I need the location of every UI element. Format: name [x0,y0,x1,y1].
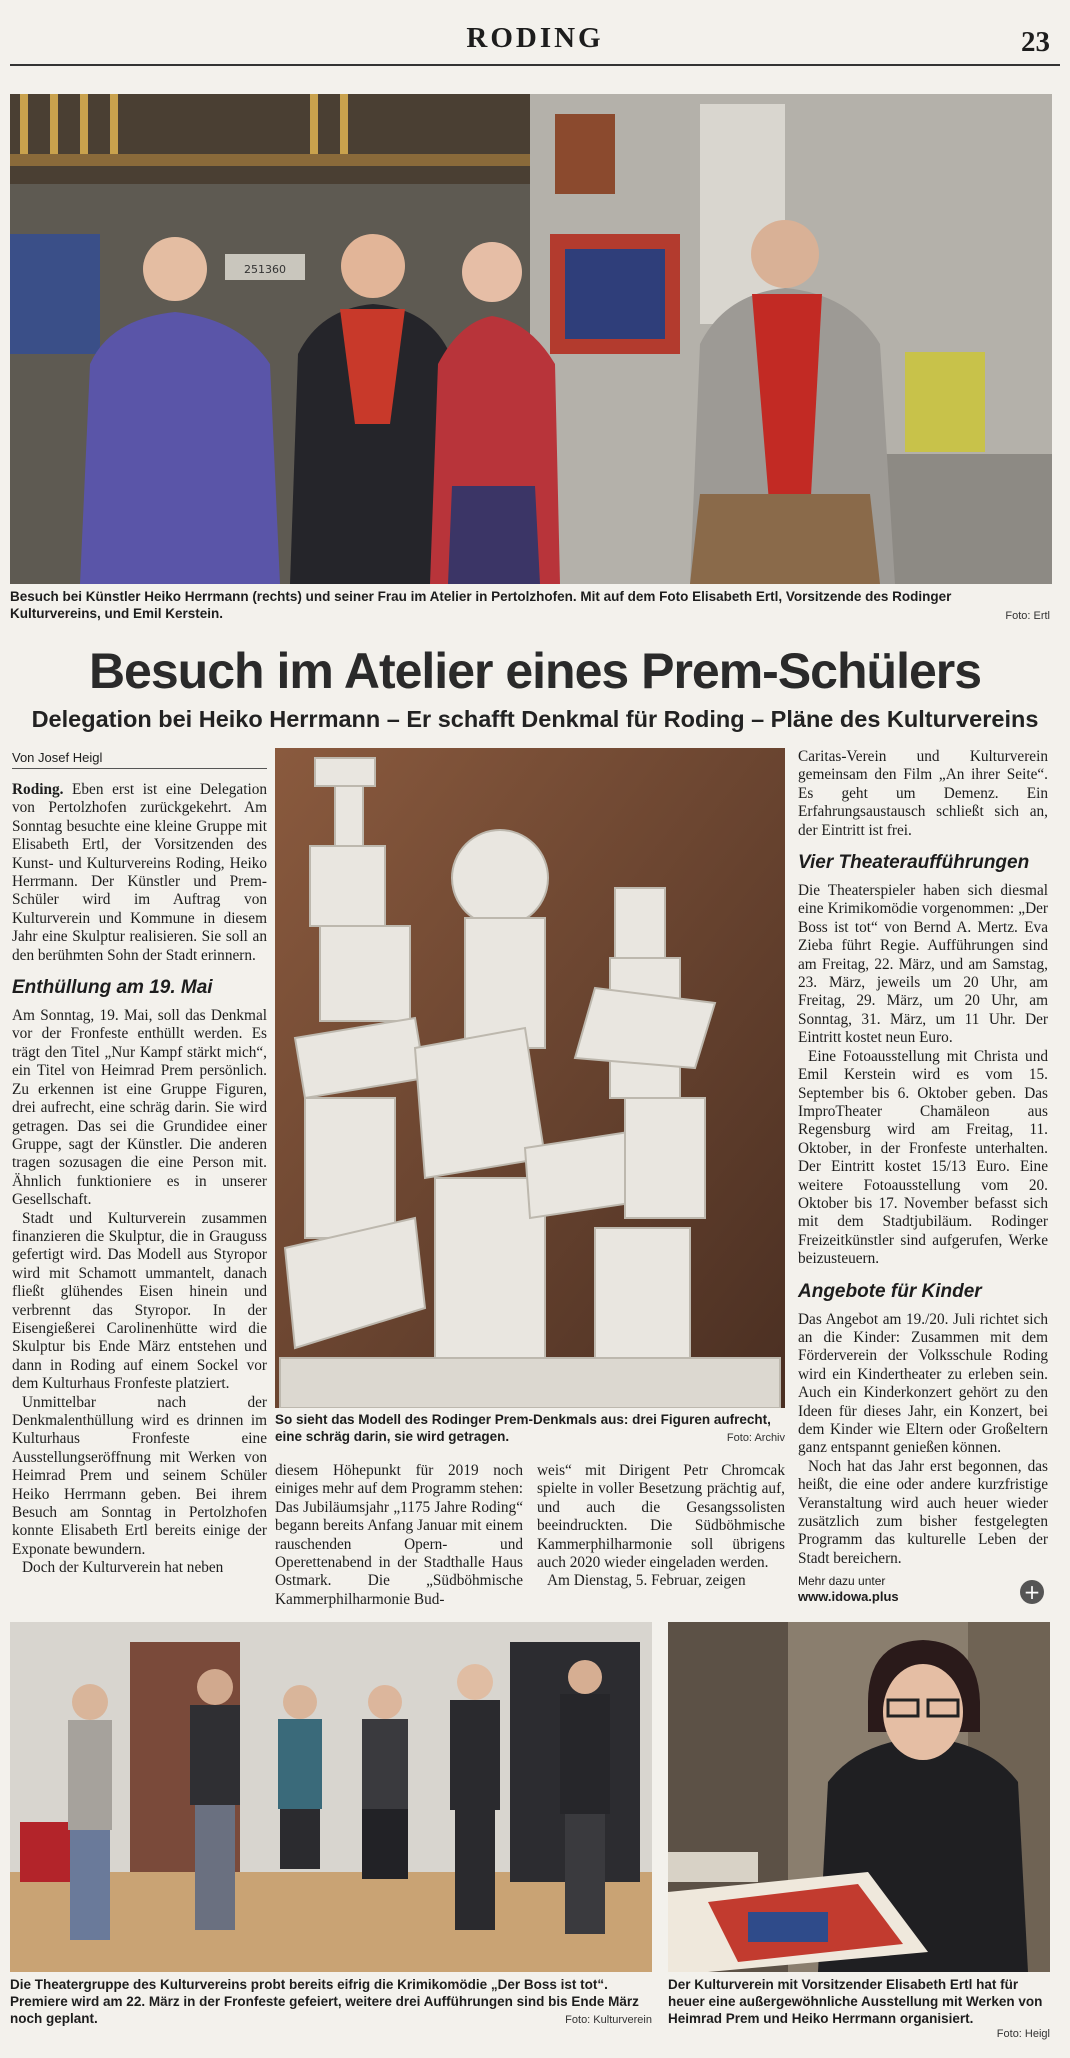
col4-paragraph-3: Eine Fotoausstellung mit Christa und Emil Kerstein wird es vom 15. September bis 6. Oktober geben. Das ImproTheater Chamäleon aus Regensburg wird am Freitag, 11. Oktober, in der Fronfeste unterhalten. Der Eintritt kostet 15/13 Euro. Eine weitere Fotoausstellung vom 20. Oktober bis 17. November befasst sich mit dem Stadtjubiläum. Rodinger Freizeitkünstler sind aufgerufen, Werke beizusteuern. [798,1047,1048,1268]
theater-photo-caption: Die Theatergruppe des Kulturvereins probt bereits eifrig die Krimikomödie „Der Boss ist tot“. Premiere wird am 22. März in der Fronfeste gefeiert, weitere drei Aufführungen sind bis Ende März noch geplant. [10,1977,639,2026]
more-info [798,1574,998,1605]
header-rule [10,64,1060,66]
ertl-photo-credit: Foto: Heigl [996,2028,1050,2040]
theater-photo-credit: Foto: Kulturverein [565,2014,652,2026]
sculpture-photo [275,748,785,1408]
col2-paragraph: diesem Höhepunkt für 2019 noch einiges mehr auf dem Programm stehen: Das Jubiläumsjahr „1175 Jahre Roding“ begann bereits Anfang Januar mit einem rauschenden Opern- und Operettenabend in der Stadthalle Haus Ostmark. Die „Südböhmische Kammerphilharmonie Bud- [275,1462,523,1608]
col1-paragraph-4: Unmittelbar nach der Denkmalenthüllung wird es drinnen im Kulturhaus Fronfeste eine Ausstellungseröffnung mit Werken von Heimrad Prem und seinem Schüler Heiko Herrmann geben. Bei ihrem Besuch am Sonntag in Pertolzhofen konnte Elisabeth Ertl bereits einige der Exponate bewundern. [12,1393,267,1558]
column-4 [798,748,1048,1568]
col4-paragraph-2: Die Theaterspieler haben sich diesmal eine Krimikomödie vorgenommen: „Der Boss ist tot“ von Bernd A. Mertz. Eva Zieba führt Regie. Aufführungen sind am Freitag, 22. März, und am Samstag, 23. März, jeweils um 20 Uhr, am Freitag, 29. März, um 20 Uhr, am Sonntag, 31. März, um 11 Uhr. Der Eintritt kostet neun Euro. [798,882,1048,1047]
column-1 [12,781,267,1578]
subheading-theater: Vier Theateraufführungen [798,852,1030,874]
column-3 [537,1462,785,1591]
page-number: 23 [1021,26,1050,58]
sculpture-photo-caption: So sieht das Modell des Rodinger Prem-Denkmals aus: drei Figuren aufrecht, eine schräg darin, sie wird getragen. [275,1412,771,1444]
col4-paragraph-5: Noch hat das Jahr erst begonnen, das heißt, die eine oder andere kurzfristige Veranstaltung wird auch heuer wieder zusätzlich zum bisher festgelegten Programm das kulturelle Leben der Stadt bereichern. [798,1457,1048,1567]
article-subheadline: Delegation bei Heiko Herrmann – Er schafft Denkmal für Roding – Pläne des Kulturvereins [31,706,1039,732]
subheading-enthuellung: Enthüllung am 19. Mai [12,977,213,999]
top-photo [10,94,1052,584]
theater-photo [10,1622,652,1972]
more-info-label: Mehr dazu unter [798,1574,886,1588]
byline: Von Josef Heigl [12,750,267,769]
sculpture-photo-credit: Foto: Archiv [726,1432,785,1444]
col4-paragraph-4: Das Angebot am 19./20. Juli richtet sich an die Kinder: Zusammen mit dem Förderverein der Volksschule Roding wird ein Kindertheater zu erleben sein. Auch ein Kinderkonzert gehört zu den Ideen für dieses Jahr, ein Konzert, bei dem Kinder wie Eltern oder Großeltern ganz entspannt genießen können. [798,1310,1048,1457]
plus-icon[interactable]: + [1020,1580,1044,1604]
col3-paragraph-2: Am Dienstag, 5. Februar, zeigen [547,1572,746,1590]
ertl-photo-caption: Der Kulturverein mit Vorsitzender Elisabeth Ertl hat für heuer eine außergewöhnliche Ausstellung mit Werken von Heimrad Prem und Heiko Herrmann organisiert. [668,1977,1043,2026]
col3-paragraph-1: weis“ mit Dirigent Petr Chromcak spielte in voller Besetzung prächtig auf, und auch die Gesangssolisten beeindruckten. Die Südböhmische Kammerphilharmonie soll übrigens auch 2020 wieder eingeladen werden. [537,1462,785,1572]
ertl-photo [668,1622,1050,1972]
article-headline: Besuch im Atelier eines Prem-Schülers [88,643,982,699]
col4-paragraph-1: Caritas-Verein und Kulturverein gemeinsam den Film „An ihrer Seite“. Es geht um Demenz. Ein Erfahrungsaustausch schließt sich an, der Eintritt ist frei. [798,748,1048,839]
col1-paragraph-3: Stadt und Kulturverein zusammen finanzieren die Skulptur, die in Grauguss gefertigt wird. Das Modell aus Styropor wird mit Schamott ummantelt, danach fließt glühendes Eisen hinein und verbrennt das Styropor. In der Eisengießerei Carolinenhütte wird die Skulptur bis Ende März entstehen und dann in Roding auf einem Sockel vor dem Kulturhaus Fronfeste platziert. [12,1209,267,1393]
col1-paragraph-1: Eben erst ist eine Delegation von Pertolzhofen zurückgekehrt. Am Sonntag besuchte eine kleine Gruppe mit Elisabeth Ertl, der Vorsitzenden des Kunst- und Kulturvereins Roding, Heiko Herrmann. Der Künstler und Prem-Schüler wird im Auftrag von Kulturverein und Kommune in diesem Jahr eine Skulptur realisieren. Sie soll an den berühmten Sohn der Stadt erinnern. [12,781,268,964]
subheading-kinder: Angebote für Kinder [798,1280,982,1302]
col1-paragraph-5: Doch der Kulturverein hat neben [22,1559,224,1577]
more-info-link[interactable]: www.idowa.plus [798,1589,899,1604]
dateline: Roding. [12,781,64,798]
section-title: RODING [466,22,604,54]
sign-number: 251360 [244,263,286,276]
top-photo-caption: Besuch bei Künstler Heiko Herrmann (rechts) und seiner Frau im Atelier in Pertolzhofen. Mit auf dem Foto Elisabeth Ertl, Vorsitzende des Rodinger Kulturvereins, und Emil Kerstein. [10,589,952,621]
column-2 [275,1462,523,1609]
col1-paragraph-2: Am Sonntag, 19. Mai, soll das Denkmal vor der Fronfeste enthüllt werden. Es trägt den Titel „Nur Kampf stärkt mich“, ein Titel von Heimrad Prem persönlich. Zu erkennen ist eine Gruppe Figuren, drei aufrecht, eine schräg darin. Sie wird getragen. Das sei die Grundidee einer Gruppe, sagt der Künstler. Die anderen tragen sozusagen die eine Person mit. Ähnlich funktioniere es in unserer Gesellschaft. [12,1007,267,1209]
top-photo-credit: Foto: Ertl [1005,610,1050,622]
